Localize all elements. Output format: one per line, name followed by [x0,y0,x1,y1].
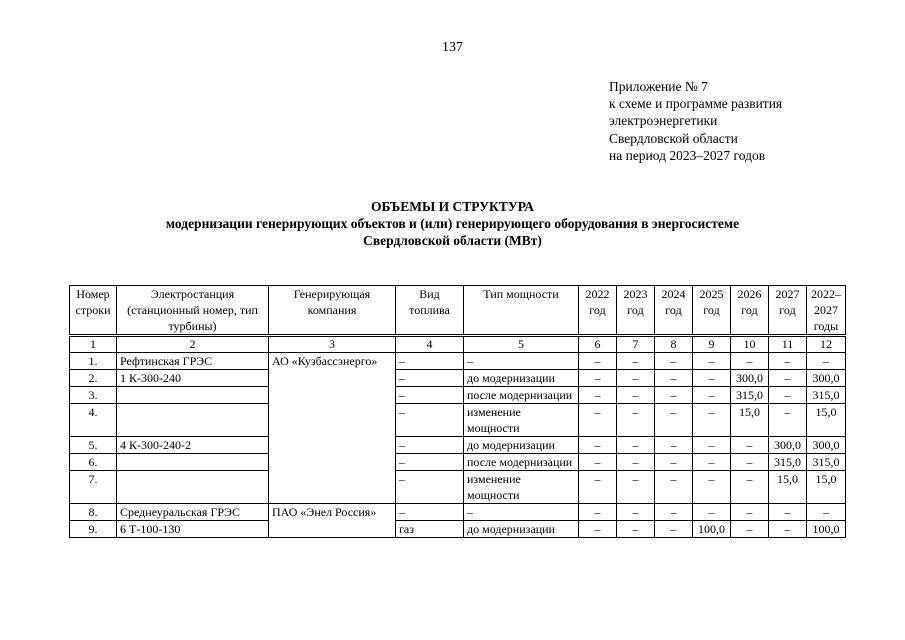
value-cell: – [769,370,807,387]
table-row [70,370,846,387]
column-header: 2024 год [655,286,693,336]
power-type-cell: после модернизации [464,454,579,471]
row-number: 8. [70,504,117,521]
fuel-cell: – [396,370,464,387]
fuel-cell: – [396,404,464,437]
value-cell: – [617,437,655,454]
column-header: Генерирующая компания [269,286,396,336]
appendix-note [609,78,782,164]
column-number-row [70,336,846,353]
value-cell: – [579,437,617,454]
value-cell: – [807,353,846,370]
station-cell [117,387,269,404]
value-cell: – [617,454,655,471]
company-cell: АО «Кузбассэнерго» [269,353,396,504]
fuel-cell: – [396,437,464,454]
power-type-cell: – [464,353,579,370]
value-cell: – [579,521,617,538]
column-header: 2022 год [579,286,617,336]
value-cell: – [769,521,807,538]
power-type-cell: до модернизации [464,370,579,387]
column-header: 2023 год [617,286,655,336]
table-row [70,521,846,538]
title-line: модернизации генерирующих объектов и (или) генерирующего оборудования в энергосистеме [165,216,740,231]
appendix-line: Приложение № 7 [609,79,708,94]
value-cell: – [579,504,617,521]
station-cell [117,404,269,437]
value-cell: – [617,504,655,521]
appendix-line: на период 2023–2027 годов [609,147,766,163]
column-number: 6 [579,336,617,353]
column-number: 1 [70,336,117,353]
value-cell: – [617,521,655,538]
value-cell: – [807,504,846,521]
table-row [70,437,846,454]
station-cell: 4 К-300-240-2 [117,437,269,454]
column-number: 9 [693,336,731,353]
value-cell: – [769,404,807,437]
row-number: 6. [70,454,117,471]
value-cell: 15,0 [731,404,769,437]
value-cell: – [579,404,617,437]
column-header: 2022–2027 годы [807,286,846,336]
value-cell: – [731,504,769,521]
document-title [0,198,905,249]
column-number: 10 [731,336,769,353]
value-cell: – [655,370,693,387]
value-cell: 100,0 [693,521,731,538]
power-type-cell: до модернизации [464,437,579,454]
value-cell: – [731,454,769,471]
column-header: Тип мощности [464,286,579,336]
fuel-cell: – [396,353,464,370]
column-number: 5 [464,336,579,353]
power-type-cell: – [464,504,579,521]
fuel-cell: – [396,471,464,504]
value-cell: – [769,504,807,521]
value-cell: – [617,387,655,404]
column-number: 11 [769,336,807,353]
row-number: 1. [70,353,117,370]
power-type-cell: изменение мощности [464,404,579,437]
value-cell: 300,0 [769,437,807,454]
value-cell: – [769,353,807,370]
power-type-cell: изменение мощности [464,471,579,504]
value-cell: – [693,437,731,454]
value-cell: – [731,471,769,504]
value-cell: – [617,404,655,437]
table-header-row [70,286,846,336]
value-cell: – [655,471,693,504]
value-cell: – [655,404,693,437]
appendix-line: к схеме и программе развития [609,96,783,112]
value-cell: – [693,471,731,504]
value-cell: – [731,437,769,454]
value-cell: – [693,454,731,471]
value-cell: – [693,370,731,387]
company-cell: ПАО «Энел Россия» [269,504,396,538]
row-number: 4. [70,404,117,437]
appendix-line: электроэнергетики [609,113,718,129]
value-cell: 15,0 [807,404,846,437]
value-cell: – [655,454,693,471]
value-cell: 315,0 [769,454,807,471]
power-type-cell: до модернизации [464,521,579,538]
value-cell: – [579,471,617,504]
station-cell: 6 Т-100-130 [117,521,269,538]
value-cell: – [579,353,617,370]
row-number: 2. [70,370,117,387]
column-number: 8 [655,336,693,353]
row-number: 3. [70,387,117,404]
column-header: Вид топлива [396,286,464,336]
value-cell: – [693,387,731,404]
value-cell: – [693,353,731,370]
column-header: 2026 год [731,286,769,336]
row-number: 9. [70,521,117,538]
value-cell: – [579,370,617,387]
column-number: 3 [269,336,396,353]
appendix-line: Свердловской области [609,130,738,146]
value-cell: – [617,353,655,370]
station-cell [117,454,269,471]
value-cell: 15,0 [807,471,846,504]
station-cell: Среднеуральская ГРЭС [117,504,269,521]
value-cell: – [769,387,807,404]
power-type-cell: после модернизации [464,387,579,404]
value-cell: – [731,353,769,370]
fuel-cell: – [396,387,464,404]
value-cell: 300,0 [807,437,846,454]
column-number: 12 [807,336,846,353]
value-cell: 15,0 [769,471,807,504]
title-line: Свердловской области (МВт) [363,233,542,248]
table-row [70,353,846,370]
value-cell: – [693,404,731,437]
value-cell: – [655,504,693,521]
column-header: 2025 год [693,286,731,336]
column-number: 4 [396,336,464,353]
table-row [70,387,846,404]
table-row [70,454,846,471]
value-cell: – [655,353,693,370]
table-row [70,404,846,437]
value-cell: 315,0 [807,454,846,471]
value-cell: 300,0 [807,370,846,387]
value-cell: – [579,387,617,404]
value-cell: 100,0 [807,521,846,538]
column-number: 7 [617,336,655,353]
value-cell: 315,0 [731,387,769,404]
row-number: 7. [70,471,117,504]
title-line: ОБЪЕМЫ И СТРУКТУРА [370,199,535,214]
value-cell: – [579,454,617,471]
column-number: 2 [117,336,269,353]
fuel-cell: – [396,504,464,521]
modernization-table [69,285,846,538]
station-cell: Рефтинская ГРЭС [117,353,269,370]
table-row [70,504,846,521]
row-number: 5. [70,437,117,454]
value-cell: 300,0 [731,370,769,387]
value-cell: – [731,521,769,538]
station-cell [117,471,269,504]
value-cell: 315,0 [807,387,846,404]
column-header: Электростанция (станционный номер, тип турбины) [117,286,269,336]
value-cell: – [617,471,655,504]
fuel-cell: – [396,454,464,471]
table-row [70,471,846,504]
value-cell: – [617,370,655,387]
value-cell: – [693,504,731,521]
station-cell: 1 К-300-240 [117,370,269,387]
page-number: 137 [442,40,463,55]
value-cell: – [655,387,693,404]
value-cell: – [655,521,693,538]
value-cell: – [655,437,693,454]
column-header: Номер строки [70,286,117,336]
fuel-cell: газ [396,521,464,538]
column-header: 2027 год [769,286,807,336]
